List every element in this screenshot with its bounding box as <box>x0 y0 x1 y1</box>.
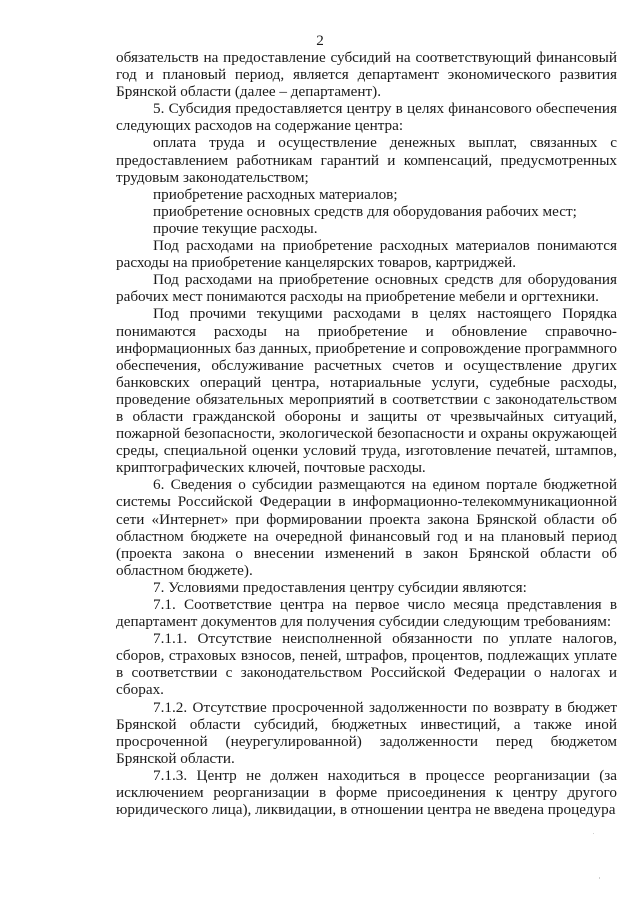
paragraph-item-7: 7. Условиями предоставления центру субсидии являются: <box>153 578 527 596</box>
list-item-materials: приобретение расходных материалов; <box>153 185 398 203</box>
list-item-salary: оплата труда и осуществление денежных выплат, связанных с предоставлением работникам гарантий и компенсаций, предусмотренных трудовым законодательством; <box>116 134 617 186</box>
paragraph-continuation: обязательств на предоставление субсидий на соответствующий финансовый год и плановый период, является департамент экономического развития Брянской области (далее – департамент). <box>116 49 617 101</box>
paragraph-item-7-1-3: 7.1.3. Центр не должен находиться в процессе реорганизации (за исключением реорганизации в форме присоединения к центру другого юридического лица), ликвидации, в отношении центра не введена процедура <box>116 766 617 819</box>
paragraph-assets-def: Под расходами на приобретение основных средств для оборудования рабочих мест понимаются расходы на приобретение мебели и оргтехники. <box>116 271 617 306</box>
page-number: 2 <box>316 32 324 49</box>
scan-speck <box>593 833 594 834</box>
list-item-fixed-assets: приобретение основных средств для оборудования рабочих мест; <box>153 202 577 220</box>
scan-speck <box>599 877 600 879</box>
paragraph-item-7-1: 7.1. Соответствие центра на первое число месяца представления в департамент документов для получения субсидии следующим требованиям: <box>116 596 617 631</box>
list-item-other: прочие текущие расходы. <box>153 219 318 237</box>
paragraph-other-def: Под прочими текущими расходами в целях настоящего Порядка понимаются расходы на приобретение и обновление справочно-информационных баз данных, приобретение и сопровождение программного обеспечения, обслуживание расчетных счетов и осуществление других банковских операций центра, нотариальные услуги, судебные расходы, проведение обязательных мероприятий в соответствии с законодательством в области гражданской обороны и защиты от чрезвычайных ситуаций, пожарной безопасности, экологической безопасности и охраны окружающей среды, специальной оценки условий труда, изготовление печатей, штампов, криптографических ключей, почтовые расходы. <box>116 305 617 477</box>
document-body <box>116 49 617 818</box>
paragraph-materials-def: Под расходами на приобретение расходных материалов понимаются расходы на приобретение канцелярских товаров, картриджей. <box>116 237 617 272</box>
paragraph-item-7-1-2: 7.1.2. Отсутствие просроченной задолженности по возврату в бюджет Брянской области субсидий, бюджетных инвестиций, а также иной просроченной (неурегулированной) задолженности перед бюджетом Брянской области. <box>116 698 617 767</box>
paragraph-item-5: 5. Субсидия предоставляется центру в целях финансового обеспечения следующих расходов на содержание центра: <box>116 100 617 135</box>
paragraph-item-6: 6. Сведения о субсидии размещаются на едином портале бюджетной системы Российской Федерации в информационно-телекоммуникационной сети «Интернет» при формировании проекта закона Брянской области об областном бюджете на очередной финансовый год и на плановый период (проекта закона о внесении изменений в закон Брянской области об областном бюджете). <box>116 476 617 579</box>
paragraph-item-7-1-1: 7.1.1. Отсутствие неисполненной обязанности по уплате налогов, сборов, страховых взносов, пеней, штрафов, процентов, подлежащих уплате в соответствии с законодательством Российской Федерации о налогах и сборах. <box>116 630 617 699</box>
